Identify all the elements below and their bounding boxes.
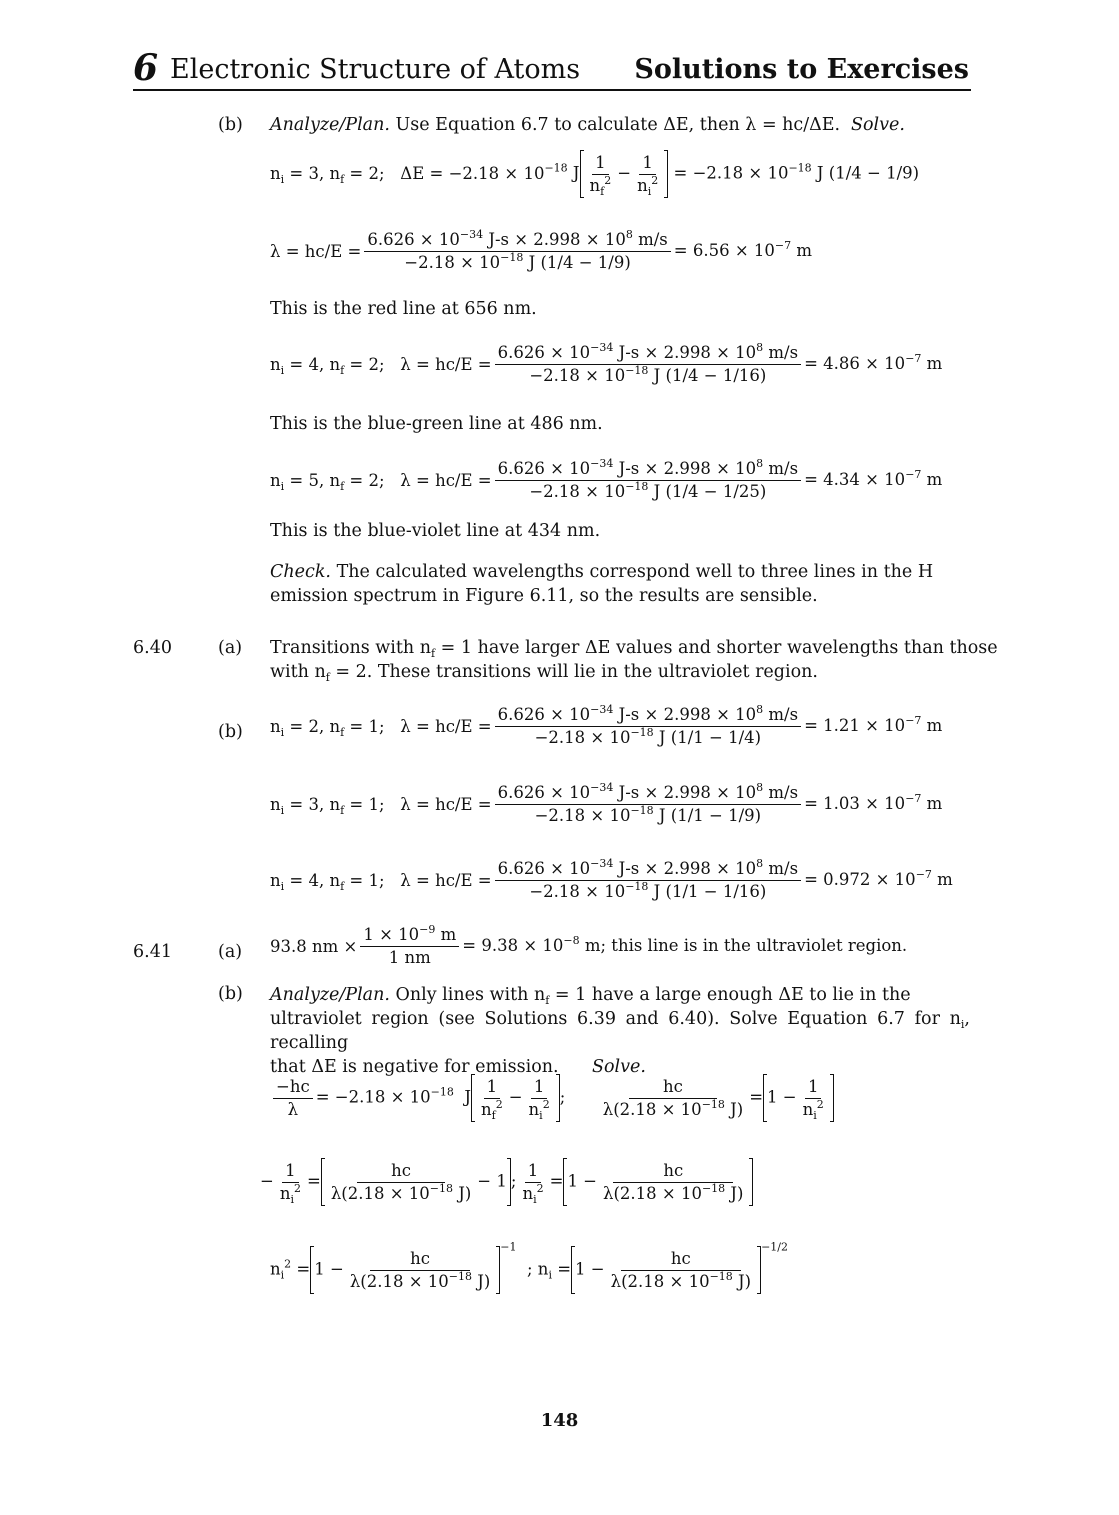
- equation-641-a: 93.8 nm × $\frac{1 \times 10^{-9} m}{1 nm}$ = $9.38 \times 10^{-8}$ m; this line is in the ultraviolet region.: [270, 923, 908, 967]
- transitions-text-1: Transitions with n: [270, 638, 432, 658]
- conversion-result: = 9.38 × 10: [462, 936, 564, 955]
- b-analyze-label: Analyze/Plan.: [270, 985, 390, 1005]
- equation-640-2: $n_i = 3$, $n_f = 1$; λ = hc/E = $\frac{6.626 \times 10^{-34} J-s \times 2.998 \times 10^8 m/s}{-2.18 \times 10^{-18} J (1/1 - 1/9)}$ = $1.03 \times 10^{-7}$ m: [270, 781, 943, 825]
- solve-label: Solve.: [851, 115, 905, 135]
- b-text-3: that ΔE is negative for emission.: [270, 1057, 559, 1077]
- result-640-2: = 1.03 × 10: [804, 794, 906, 813]
- equation-lambda-2: $n_i = 4$, $n_f = 2$; λ = hc/E = $\frac{6.626 \times 10^{-34} J-s \times 2.998 \times 10^8 m/s}{-2.18 \times 10^{-18} J (1/4 - 1/16)}$ = $4.86 \times 10^{-7}$ m: [270, 341, 943, 385]
- transitions-text-1b: = 1 have larger ΔE values and shorter wavelengths than those: [435, 638, 998, 658]
- derivation-1: $\frac{-hc}{\lambda}$ = $-2.18 \times 10^{-18}$ J $\frac{1}{n_f^2}$ − $\frac{1}{n_i^2}$ ; $\frac{hc}{\lambda(2.18 \times 10^{-18} J)}$ = 1 − $\frac{1}{n_i^2}$: [270, 1074, 834, 1122]
- blue-green-line-text: This is the blue-green line at 486 nm.: [270, 414, 603, 434]
- check-text-2: emission spectrum in Figure 6.11, so the results are sensible.: [270, 586, 818, 606]
- check-label: Check.: [270, 562, 331, 582]
- delta-e-result: = −2.18 × 10: [673, 163, 789, 183]
- b-text-2: ultraviolet region (see Solutions 6.39 and 6.40). Solve Equation 6.7 for n: [270, 1009, 961, 1029]
- header-rule: [133, 89, 971, 91]
- check-text-1: The calculated wavelengths correspond well to three lines in the H: [336, 562, 934, 582]
- lambda-2-result: = 4.86 × 10: [804, 354, 906, 373]
- blue-violet-line-text: This is the blue-violet line at 434 nm.: [270, 521, 601, 541]
- equation-640-1: $n_i = 2$, $n_f = 1$; λ = hc/E = $\frac{6.626 \times 10^{-34} J-s \times 2.998 \times 10^8 m/s}{-2.18 \times 10^{-18} J (1/1 - 1/4)}$ = $1.21 \times 10^{-7}$ m: [270, 703, 943, 747]
- result-640-1: = 1.21 × 10: [804, 716, 906, 735]
- b-text-2b: , recalling: [270, 1009, 970, 1053]
- analyze-plan-line: [270, 114, 840, 136]
- exercise-number-641: 6.41: [133, 942, 172, 962]
- transitions-text-2b: = 2. These transitions will lie in the ultraviolet region.: [329, 662, 818, 682]
- conversion-left: 93.8 nm ×: [270, 936, 358, 956]
- part-label: (b): [218, 115, 243, 135]
- b-text-1: Only lines with n: [395, 985, 546, 1005]
- section-title: Solutions to Exercises: [634, 54, 969, 85]
- conversion-denominator: 1 nm: [388, 948, 431, 967]
- equation-640-3: $n_i = 4$, $n_f = 1$; λ = hc/E = $\frac{6.626 \times 10^{-34} J-s \times 2.998 \times 10^8 m/s}{-2.18 \times 10^{-18} J (1/1 - 1/16)}$ = $0.972 \times 10^{-7}$ m: [270, 857, 953, 901]
- conversion-numerator: 1 × 10: [363, 925, 420, 944]
- red-line-text: This is the red line at 656 nm.: [270, 299, 537, 319]
- part-b-label-641: (b): [218, 984, 243, 1004]
- chapter-title: Electronic Structure of Atoms: [170, 54, 581, 85]
- analyze-text: Use Equation 6.7 to calculate ΔE, then λ = hc/ΔE.: [395, 115, 841, 135]
- check-paragraph: [270, 560, 933, 608]
- conversion-tail: m; this line is in the ultraviolet region.: [584, 936, 908, 955]
- part-b-label-640: (b): [218, 722, 243, 742]
- part-a-label-640: (a): [218, 638, 243, 658]
- derivation-3: $n_i^2 = 1$ − $\frac{hc}{\lambda(2.18 \times 10^{-18} J)}$ $^{-1}$ ; $n_i = 1$ − $\frac{hc}{\lambda(2.18 \times 10^{-18} J)}$ $^{-1/2}$: [270, 1246, 788, 1294]
- transitions-paragraph: Transitions with $n_f = 1$ have larger ΔE values and shorter wavelengths than those with $n_f = 2$. These transitions will lie in the ultraviolet region.: [270, 638, 998, 684]
- analyze-label: Analyze/Plan.: [270, 115, 390, 135]
- page-number: 148: [540, 1410, 579, 1431]
- exercise-number-640: 6.40: [133, 638, 172, 658]
- lambda-1-result: = 6.56 × 10: [673, 241, 775, 260]
- chapter-number: 6: [133, 47, 159, 89]
- lambda-3-result: = 4.34 × 10: [804, 470, 906, 489]
- equation-lambda-1: λ = hc/E = $\frac{6.626 \times 10^{-34} J-s \times 2.998 \times 10^8 m/s}{-2.18 \times 10^{-18} J (1/4 - 1/9)}$ = $6.56 \times 10^{-7}$ m: [270, 228, 813, 272]
- result-640-3: = 0.972 × 10: [804, 870, 916, 889]
- analyze-paragraph-641: Analyze/Plan. Only lines with $n_f = 1$ have a large enough ΔE to lie in the ultraviolet region (see Solutions 6.39 and 6.40). Solve Equation 6.7 for $n_i$, recalling that ΔE is negative for emission. Solve.: [270, 985, 970, 1077]
- equation-delta-e: $n_i = 3$, $n_f = 2$; $\Delta E = -2.18 \times 10^{-18}$ J $\frac{1}{n_f^2}$ − $\frac{1}{n_i^2}$ = $-2.18 \times 10^{-18}$ J (1/4 − 1/9): [270, 150, 919, 198]
- delta-e-text: ΔE = −2.18 × 10: [400, 164, 545, 183]
- transitions-text-2: with n: [270, 662, 326, 682]
- derivation-2: − $\frac{1}{n_i^2}$ = $\frac{hc}{\lambda(2.18 \times 10^{-18} J)}$ − 1 ; $\frac{1}{n_i^2}$ = 1 − $\frac{hc}{\lambda(2.18 \times 10^{-18} J)}$: [260, 1158, 753, 1206]
- b-solve-label: Solve.: [591, 1057, 646, 1077]
- equation-lambda-3: $n_i = 5$, $n_f = 2$; λ = hc/E = $\frac{6.626 \times 10^{-34} J-s \times 2.998 \times 10^8 m/s}{-2.18 \times 10^{-18} J (1/4 - 1/25)}$ = $4.34 \times 10^{-7}$ m: [270, 457, 943, 501]
- part-a-label-641: (a): [218, 942, 243, 962]
- b-text-1b: = 1 have a large enough ΔE to lie in the: [549, 985, 911, 1005]
